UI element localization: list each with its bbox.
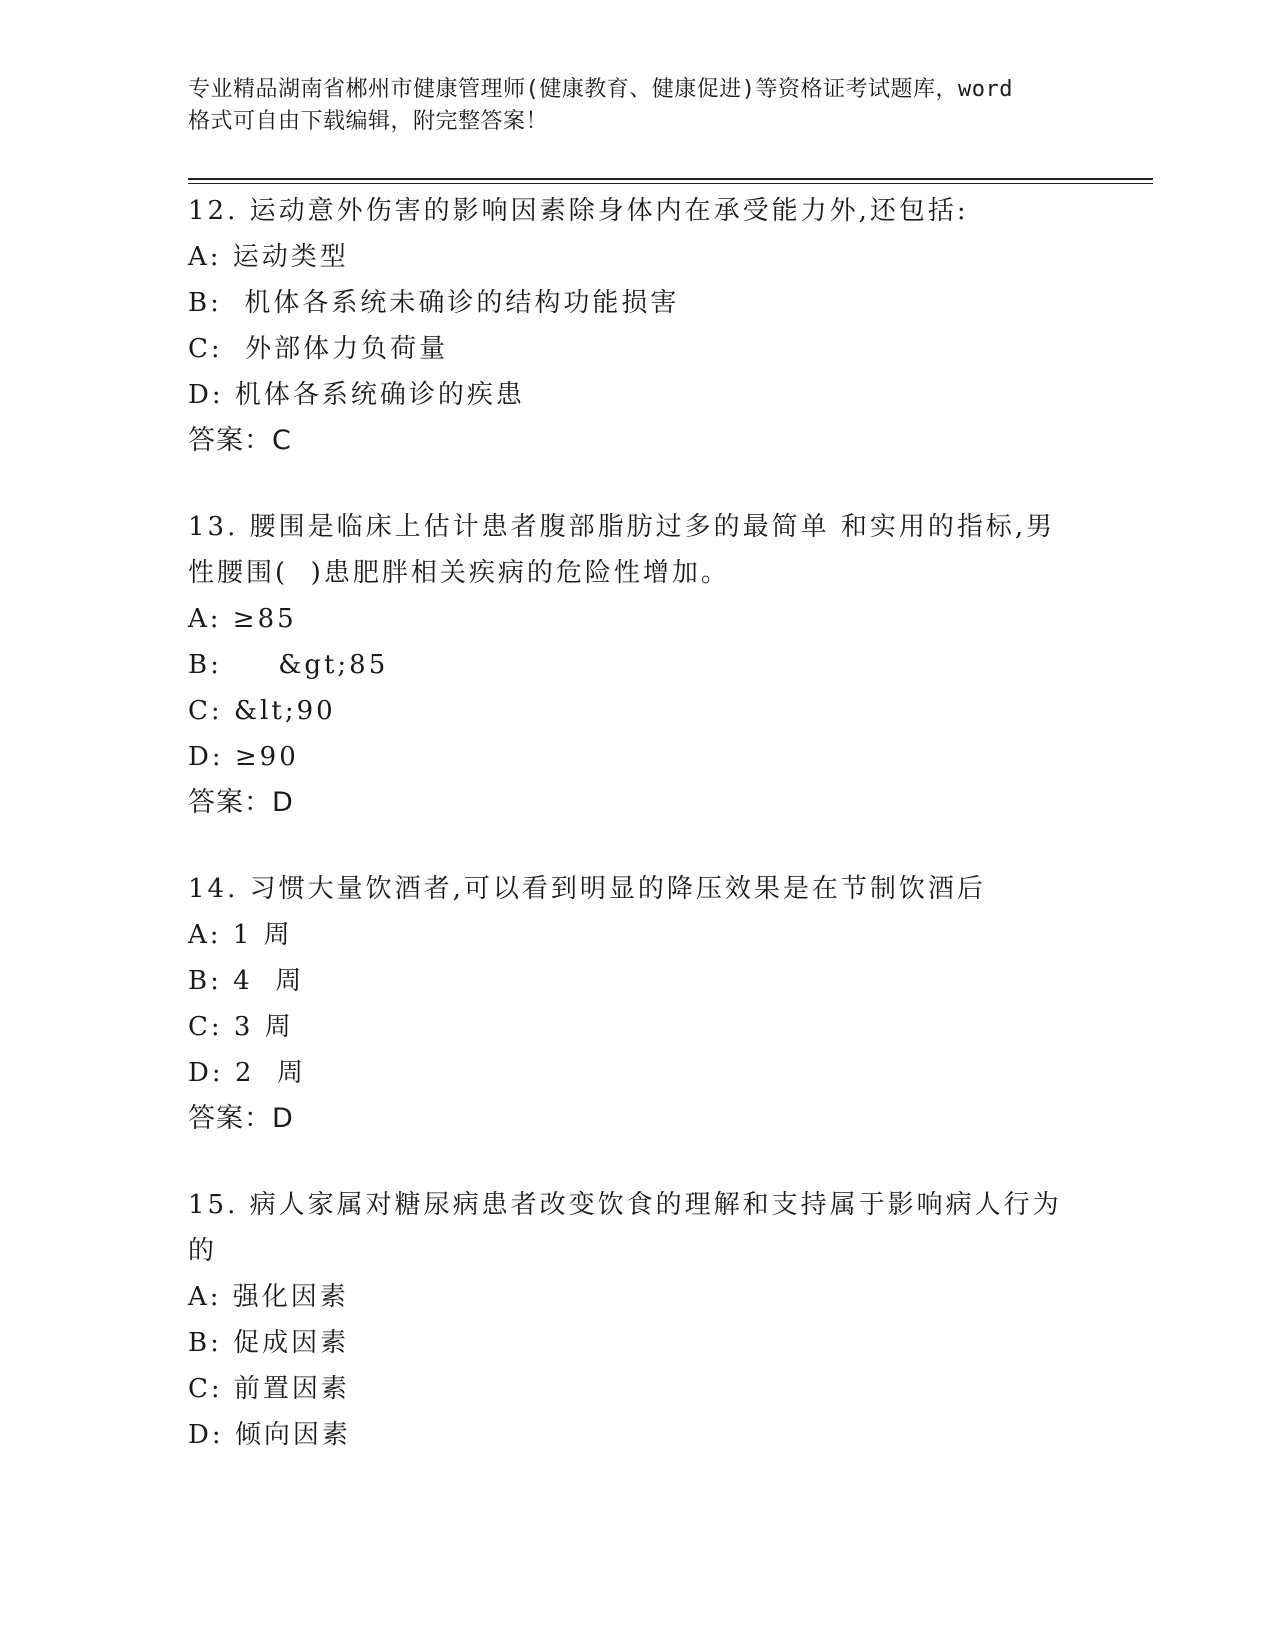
option-c: C: 前置因素 bbox=[188, 1374, 350, 1404]
option-a: A: ≥85 bbox=[188, 604, 297, 634]
option-b: B: 机体各系统未确诊的结构功能损害 bbox=[188, 288, 680, 318]
question-text: 12. 运动意外伤害的影响因素除身体内在承受能力外,还包括: bbox=[188, 196, 969, 226]
question-list bbox=[188, 188, 1088, 1498]
header-line-1: 专业精品湖南省郴州市健康管理师(健康教育、健康促进)等资格证考试题库，word bbox=[188, 77, 1013, 102]
option-d: D: ≥90 bbox=[188, 742, 299, 772]
header-rule-thick bbox=[188, 178, 1153, 180]
option-d: D: 2 周 bbox=[188, 1058, 306, 1088]
answer: 答案：D bbox=[188, 1103, 294, 1134]
option-b: B: &gt;85 bbox=[188, 650, 389, 680]
option-c: C: 3 周 bbox=[188, 1012, 294, 1042]
question-15 bbox=[188, 1182, 1088, 1458]
question-12 bbox=[188, 188, 1088, 464]
option-a: A: 1 周 bbox=[188, 920, 293, 950]
header-line-2: 格式可自由下载编辑，附完整答案！ bbox=[188, 109, 549, 134]
question-text: 14. 习惯大量饮酒者,可以看到明显的降压效果是在节制饮酒后 bbox=[188, 874, 986, 904]
question-text: 15. 病人家属对糖尿病患者改变饮食的理解和支持属于影响病人行为 的 bbox=[188, 1190, 1062, 1266]
option-d: D: 机体各系统确诊的疾患 bbox=[188, 380, 525, 410]
question-text: 13. 腰围是临床上估计患者腹部脂肪过多的最简单 和实用的指标,男 性腰围( )患肥胖相关疾病的危险性增加。 bbox=[188, 512, 1056, 588]
option-b: B: 4 周 bbox=[188, 966, 305, 996]
option-c: C: 外部体力负荷量 bbox=[188, 334, 449, 364]
option-a: A: 运动类型 bbox=[188, 242, 349, 272]
option-a: A: 强化因素 bbox=[188, 1282, 349, 1312]
option-c: C: &lt;90 bbox=[188, 696, 336, 726]
question-14 bbox=[188, 866, 1088, 1142]
document-header bbox=[188, 74, 1128, 138]
answer: 答案：D bbox=[188, 787, 294, 818]
question-13 bbox=[188, 504, 1088, 826]
header-rule-thin bbox=[188, 183, 1153, 184]
option-d: D: 倾向因素 bbox=[188, 1420, 351, 1450]
option-b: B: 促成因素 bbox=[188, 1328, 350, 1358]
answer: 答案：C bbox=[188, 425, 292, 456]
